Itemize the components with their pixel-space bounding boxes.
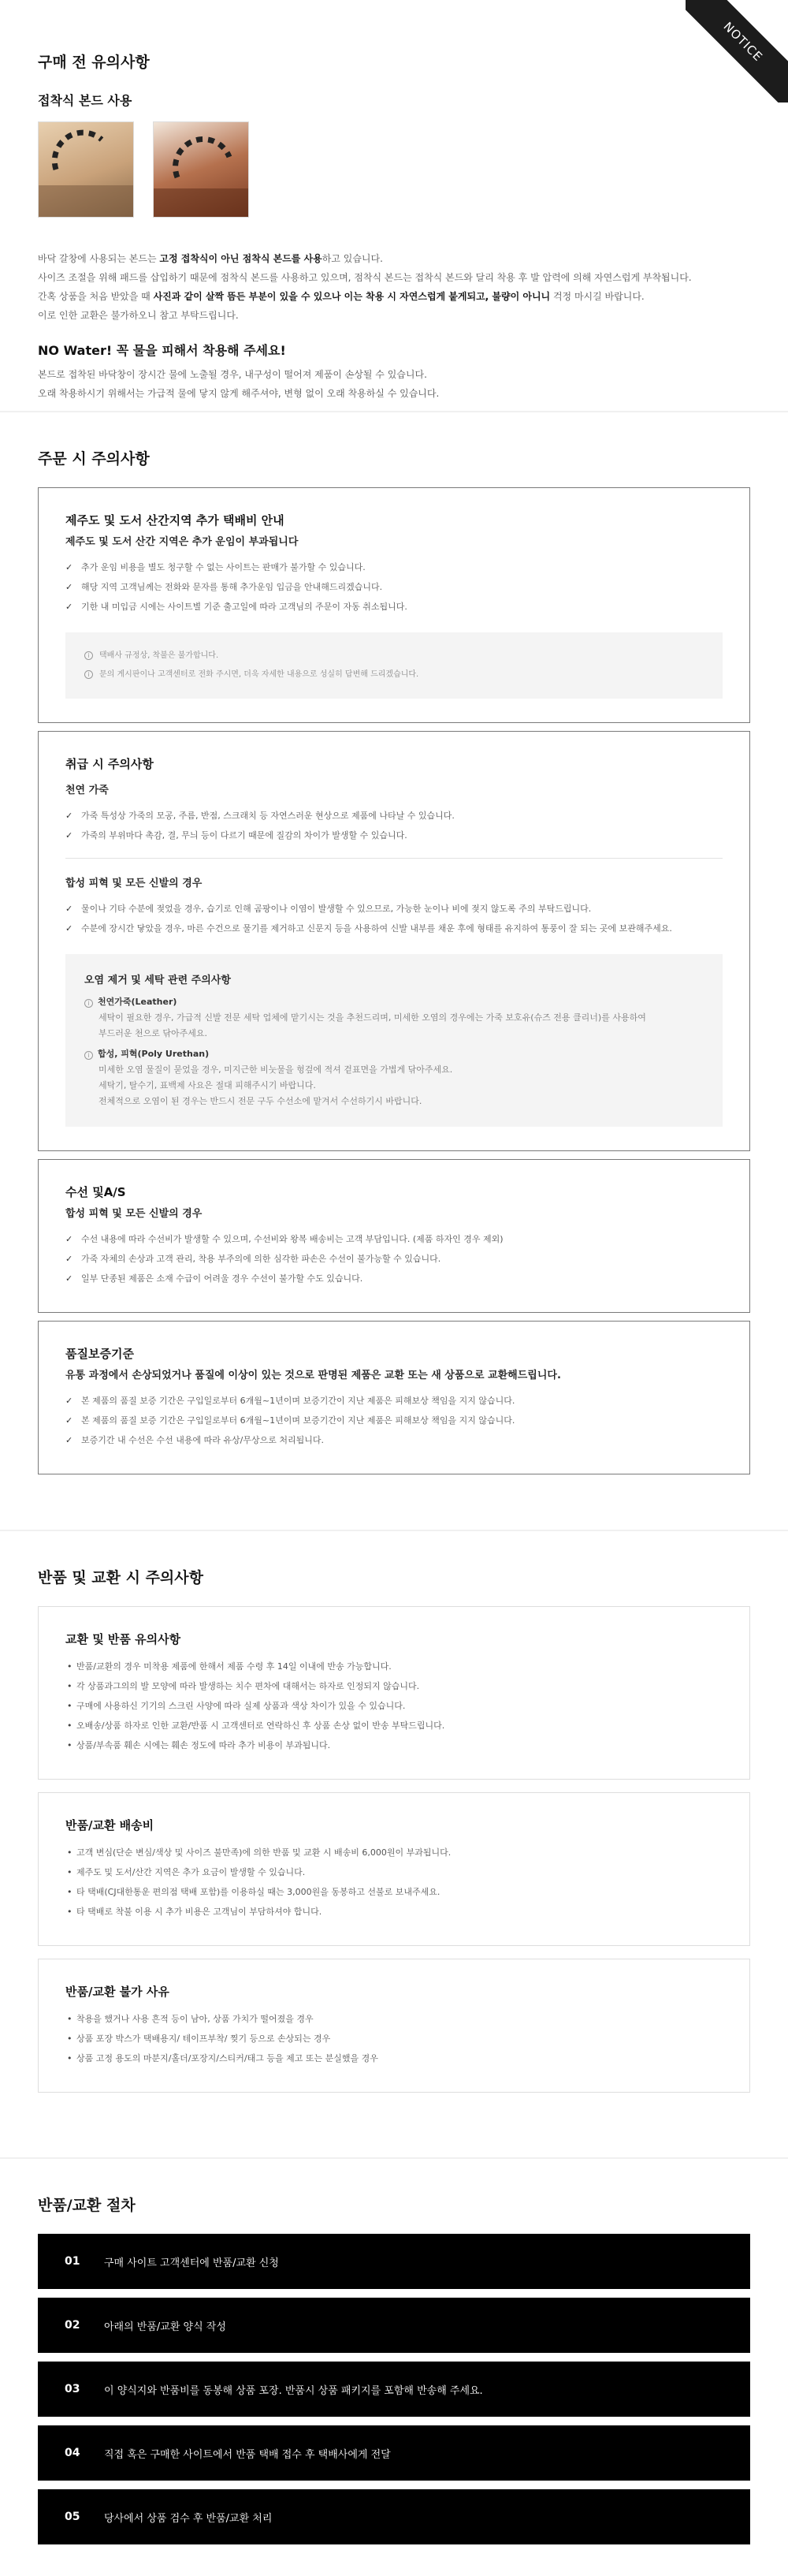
warranty-box <box>38 1321 750 1474</box>
list-item: ✓ 가죽 자체의 손상과 고객 관리, 착용 부주의에 의한 심각한 파손은 수선이 불가능할 수 있습니다. <box>65 1249 723 1269</box>
info-icon: i <box>84 670 93 679</box>
leather-sub: 천연 가죽 <box>65 785 109 796</box>
repair-sub: 합성 피혁 및 모든 신발의 경우 <box>65 1208 203 1220</box>
list-item: ✓ 수선 내용에 따라 수선비가 발생할 수 있으며, 수선비와 왕복 배송비는 고객 부담입니다. (제품 하자인 경우 제외) <box>65 1229 723 1249</box>
check-icon: ✓ <box>65 602 73 612</box>
check-icon: ✓ <box>65 923 73 934</box>
jeju-sub: 제주도 및 도서 산간 지역은 추가 운임이 부과됩니다 <box>65 536 299 548</box>
water-para-2: 오래 착용하시기 위해서는 가급적 물에 닿지 않게 해주셔야, 변형 없이 오래 착용하실 수 있습니다. <box>38 388 440 399</box>
no-return-box <box>38 1959 750 2093</box>
handling-box <box>38 731 750 1151</box>
warranty-sub: 유통 과정에서 손상되었거나 품질에 이상이 있는 것으로 판명된 제품은 교환 또는 새 상품으로 교환해드립니다. <box>65 1370 561 1381</box>
list-item: • 착용을 했거나 사용 흔적 등이 남아, 상품 가치가 떨어졌을 경우 <box>65 2009 723 2029</box>
repair-box <box>38 1159 750 1313</box>
notice-ribbon-wrap <box>686 0 788 103</box>
care-pu-desc: 미세한 오염 물질이 묻었을 경우, 미지근한 비눗물을 헝겊에 적셔 겉표면을 가볍게 닦아주세요. 세탁기, 탈수기, 표백제 사요은 절대 피해주시기 바랍니다. 전체적으로 오염이 된 경우는 반드시 전문 구두 수선소에 맡겨서 수선하기시 바랍니다. <box>98 1064 453 1106</box>
handling-title: 취급 시 주의사항 <box>65 757 154 771</box>
list-item: • 상품 포장 박스가 택배용지/ 테이프부착/ 찢기 등으로 손상되는 경우 <box>65 2029 723 2048</box>
jeju-box <box>38 487 750 723</box>
adhesive-para-3: 간혹 상품을 처음 받았을 때 사진과 같이 살짝 뜸든 부분이 있을 수 있으나 이는 착용 시 자연스럽게 붙게되고, 불량이 아니니 걱정 마시길 바랍니다. <box>38 291 645 302</box>
check-icon: ✓ <box>65 830 73 841</box>
jeju-title: 제주도 및 도서 산간지역 추가 택배비 안내 <box>65 513 284 528</box>
step-item: 02 아래의 반품/교환 양식 작성 <box>38 2298 750 2353</box>
check-icon: ✓ <box>65 1254 73 1264</box>
note-item: i 택배사 규정상, 착불은 불가합니다. <box>84 647 704 665</box>
order-title: 주문 시 주의사항 <box>38 450 150 468</box>
divider <box>65 858 723 859</box>
list-item: ✓ 기한 내 미입금 시에는 사이트별 기준 출고일에 따라 고객님의 주문이 자동 취소됩니다. <box>65 597 723 617</box>
sole-photo-2 <box>153 121 249 218</box>
exchange-title: 교환 및 반품 유의사항 <box>65 1632 181 1646</box>
list-item: • 타 택배(CJ대한통운 편의점 택배 포함)를 이용하실 때는 3,000원을 동봉하고 선불로 보내주세요. <box>65 1882 723 1902</box>
warranty-title: 품질보증기준 <box>65 1347 134 1361</box>
adhesive-para-4: 이로 인한 교환은 불가하오니 참고 부탁드립니다. <box>38 310 239 321</box>
list-item: • 제주도 및 도서/산간 지역은 추가 요금이 발생할 수 있습니다. <box>65 1862 723 1882</box>
care-pu: i 합성, 피혁(Poly Urethan) <box>84 1046 704 1062</box>
list-item: • 고객 변심(단순 변심/색상 및 사이즈 불만족)에 의한 반품 및 교환 시 배송비 6,000원이 부과됩니다. <box>65 1843 723 1862</box>
step-item: 04 직접 혹은 구매한 사이트에서 반품 택배 접수 후 택배사에게 전달 <box>38 2425 750 2481</box>
list-item: • 오배송/상품 하자로 인한 교환/반품 시 고객센터로 연락하신 후 상품 손상 없이 반송 부탁드립니다. <box>65 1716 723 1735</box>
check-icon: ✓ <box>65 582 73 592</box>
info-icon: i <box>84 999 93 1008</box>
shipping-fee-title: 반품/교환 배송비 <box>65 1818 154 1832</box>
return-title: 반품 및 교환 시 주의사항 <box>38 1569 203 1586</box>
notice-ribbon: NOTICE <box>686 0 788 103</box>
water-para-1: 본드로 접착된 바닥창이 장시간 물에 노출될 경우, 내구성이 떨어져 제품이 손상될 수 있습니다. <box>38 369 427 380</box>
repair-title: 수선 및A/S <box>65 1185 126 1199</box>
list-item: • 구매에 사용하신 기기의 스크린 사양에 따라 실제 상품과 색상 차이가 있을 수 있습니다. <box>65 1696 723 1716</box>
procedure-steps <box>38 2234 750 2544</box>
no-water-title: NO Water! 꼭 물을 피해서 착용해 주세요! <box>38 343 286 358</box>
synthetic-sub: 합성 피혁 및 모든 신발의 경우 <box>65 878 203 889</box>
list-item: ✓ 물이나 기타 수분에 젖었을 경우, 습기로 인해 곰팡이나 이염이 발생할 수 있으므로, 가능한 눈이나 비에 젖지 않도록 주의 부탁드립니다. <box>65 899 723 919</box>
adhesive-para-1: 바닥 갈창에 사용되는 본드는 고정 접착식이 아닌 점착식 본드를 사용하고 있습니다. <box>38 253 383 264</box>
step-item: 01 구매 사이트 고객센터에 반품/교환 신청 <box>38 2234 750 2289</box>
care-panel <box>65 954 723 1127</box>
step-item: 03 이 양식지와 반품비를 동봉해 상품 포장. 반품시 상품 패키지를 포함해 반송해 주세요. <box>38 2362 750 2417</box>
list-item: • 각 상품과그의의 발 모양에 따라 발생하는 치수 편차에 대해서는 하자로 인정되지 않습니다. <box>65 1676 723 1696</box>
step-item: 05 당사에서 상품 검수 후 반품/교환 처리 <box>38 2489 750 2544</box>
check-icon: ✓ <box>65 1273 73 1284</box>
list-item: ✓ 일부 단종된 제품은 소재 수급이 어려울 경우 수선이 불가할 수도 있습니다. <box>65 1269 723 1288</box>
check-icon: ✓ <box>65 562 73 572</box>
list-item: ✓ 가죽의 부위마다 촉감, 결, 무늬 등이 다르기 때문에 질감의 차이가 발생할 수 있습니다. <box>65 826 723 845</box>
info-icon: i <box>84 651 93 660</box>
procedure-section <box>0 2159 788 2576</box>
pre-purchase-title: 구매 전 유의사항 <box>38 54 150 71</box>
order-section <box>0 412 788 1531</box>
list-item: • 반품/교환의 경우 미착용 제품에 한해서 제품 수령 후 14일 이내에 반송 가능합니다. <box>65 1657 723 1676</box>
pre-purchase-section <box>0 0 788 412</box>
procedure-title: 반품/교환 절차 <box>38 2197 136 2214</box>
list-item: ✓ 본 제품의 품질 보증 기간은 구입일로부터 6개월~1년이며 보증기간이 지난 제품은 피해보상 책임을 지지 않습니다. <box>65 1391 723 1411</box>
check-icon: ✓ <box>65 1396 73 1406</box>
list-item: ✓ 본 제품의 품질 보증 기간은 구입일로부터 6개월~1년이며 보증기간이 지난 제품은 피해보상 책임을 지지 않습니다. <box>65 1411 723 1430</box>
return-section <box>0 1531 788 2159</box>
jeju-notes <box>65 632 723 699</box>
list-item: ✓ 보증기간 내 수선은 수선 내용에 따라 유상/무상으로 처리됩니다. <box>65 1430 723 1450</box>
list-item: • 상품/부속품 훼손 시에는 훼손 정도에 따라 추가 비용이 부과됩니다. <box>65 1735 723 1755</box>
list-item: ✓ 수분에 장시간 닿았을 경우, 마른 수건으로 물기를 제거하고 신문지 등을 사용하여 신발 내부를 채운 후에 형태를 유지하여 통풍이 잘 되는 곳에 보관해주세요. <box>65 919 723 938</box>
adhesive-subtitle: 접착식 본드 사용 <box>38 93 132 108</box>
list-item: ✓ 가죽 특성상 가죽의 모공, 주름, 반점, 스크래치 등 자연스러운 현상으로 제품에 나타날 수 있습니다. <box>65 806 723 826</box>
list-item: ✓ 해당 지역 고객님께는 전화와 문자를 통해 추가운임 입금을 안내해드리겠습니다. <box>65 577 723 597</box>
check-icon: ✓ <box>65 904 73 914</box>
sample-images <box>38 121 750 218</box>
no-return-title: 반품/교환 불가 사유 <box>65 1985 169 1999</box>
shipping-fee-box <box>38 1792 750 1946</box>
list-item: • 상품 고정 용도의 마분지/홀더/포장지/스티커/태그 등을 제고 또는 분실했을 경우 <box>65 2048 723 2068</box>
list-item: • 타 택배로 착불 이용 시 추가 비용은 고객님이 부담하셔야 합니다. <box>65 1902 723 1922</box>
care-title: 오염 제거 및 세탁 관련 주의사항 <box>84 975 231 986</box>
note-item: i 문의 게시판이나 고객센터로 전화 주시면, 더욱 자세한 내용으로 성실히 답변해 드리겠습니다. <box>84 665 704 684</box>
adhesive-para-2: 사이즈 조절을 위해 패드를 삽입하기 때문에 점착식 본드를 사용하고 있으며, 점착식 본드는 접착식 본드와 달리 착용 후 발 압력에 의해 자연스럽게 부착됩니다. <box>38 272 692 283</box>
check-icon: ✓ <box>65 1415 73 1426</box>
sole-photo-1 <box>38 121 134 218</box>
care-leather-desc: 세탁이 필요한 경우, 가급적 신발 전문 세탁 업체에 맡기시는 것을 추천드리며, 미세한 오염의 경우에는 가죽 보호유(슈즈 전용 클리너)를 사용하여 부드러운 천으로 닦아주세요. <box>98 1012 646 1038</box>
check-icon: ✓ <box>65 1435 73 1445</box>
info-icon: i <box>84 1051 93 1060</box>
exchange-box <box>38 1606 750 1780</box>
check-icon: ✓ <box>65 811 73 821</box>
check-icon: ✓ <box>65 1234 73 1244</box>
care-leather: i 천연가죽(Leather) <box>84 994 704 1010</box>
list-item: ✓ 추가 운임 비용을 별도 청구할 수 없는 사이트는 판매가 불가할 수 있습니다. <box>65 557 723 577</box>
